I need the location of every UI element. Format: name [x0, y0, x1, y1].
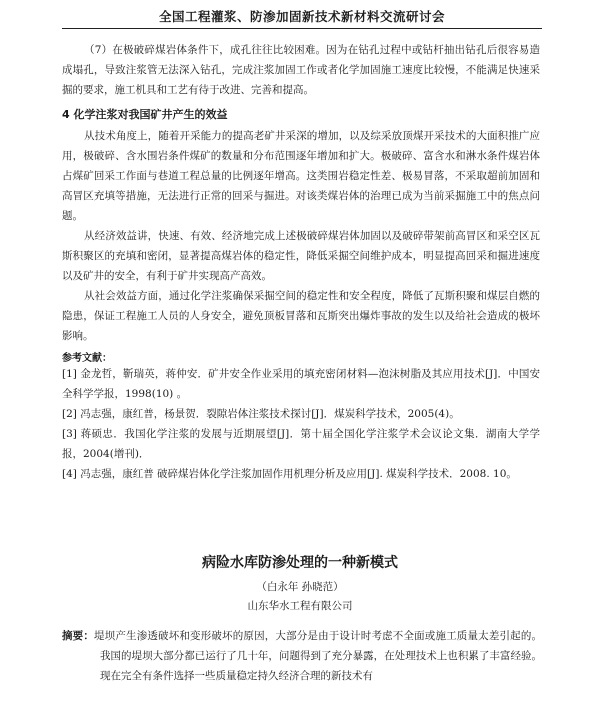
section-heading: 4 化学注浆对我国矿井产生的效益 [62, 108, 228, 121]
article-affiliation: 山东华水工程有限公司 [247, 600, 353, 612]
reference-item: [3] 蒋硕忠．我国化学注浆的发展与近期展望[J]．第十届全国化学注浆学术会议论文集．湖南大学学报，2004(增刊)． [62, 428, 540, 460]
abstract-text: 堤坝产生渗透破坏和变形破坏的原因，大部分是由于设计时考虑不全面或施工质量太差引起的。我国的堤坝大部分都已运行了几十年，问题得到了充分暴露，在处理技术上也积累了丰富经验。现在完全有条件选择一些质量稳定持久经济合理的新技术有 [94, 630, 543, 682]
section-body [62, 126, 540, 346]
paragraph: （7）在极破碎煤岩体条件下，成孔往往比较困难。因为在钻孔过程中或钻杆抽出钻孔后很容易造成塌孔，导致注浆管无法深入钻孔，完成注浆加固工作或者化学加固施工速度比较慢，不能满足快速采掘的要求，施工机具和工艺有待于改进、完善和提高。 [62, 44, 540, 96]
reference-item: [1] 金龙哲，靳瑞英，蒋仲安．矿井安全作业采用的填充密闭材料—泡沫树脂及其应用技术[J]．中国安全科学学报，1998(10) 。 [62, 368, 540, 400]
abstract-label: 摘要： [62, 630, 95, 642]
references-list [62, 364, 540, 484]
references-heading: 参考文献： [62, 353, 112, 364]
article-authors: （白永年 孙晓范） [256, 581, 344, 593]
paragraph: 从技术角度上，随着开采能力的提高老矿井采深的增加，以及综采放顶煤开采技术的大面积推广应用，极破碎、含水围岩条件煤矿的数量和分布范围逐年增加和扩大。极破碎、富含水和淋水条件煤岩体占煤矿回采工作面与巷道工程总量的比例逐年增高。这类围岩稳定性差、极易冒落，不采取超前加固和高冒区充填等措施，无法进行正常的回采与掘进。对该类煤岩体的治理已成为当前采掘施工中的焦点问题。 [62, 130, 540, 222]
abstract [62, 626, 542, 686]
article-title: 病险水库防渗处理的一种新模式 [202, 555, 398, 571]
body-text-top [62, 40, 540, 100]
reference-item: [4] 冯志强，康红普 破碎煤岩体化学注浆加固作用机理分析及应用[J]. 煤炭科学技术．2008. 10。 [62, 468, 517, 480]
paragraph: 从经济效益讲，快速、有效、经济地完成上述极破碎煤岩体加固以及破碎带架前高冒区和采空区瓦斯积聚区的充填和密闭，显著提高煤岩体的稳定性，降低采掘空间维护成本，明显提高回采和掘进速度以及矿井的安全，有利于矿井实现高产高效。 [62, 230, 540, 282]
paragraph: 从社会效益方面，通过化学注浆确保采掘空间的稳定性和安全程度，降低了瓦斯积聚和煤层自燃的隐患，保证工程施工人员的人身安全，避免顶板冒落和瓦斯突出爆炸事故的发生以及给社会造成的极坏影响。 [62, 290, 540, 342]
abstract-paragraph [62, 626, 542, 686]
reference-item: [2] 冯志强，康红普，杨景贺．裂隙岩体注浆技术探讨[J]．煤炭科学技术，2005(4)。 [62, 408, 460, 420]
running-header: 全国工程灌浆、防渗加固新技术新材料交流研讨会 [62, 6, 542, 29]
